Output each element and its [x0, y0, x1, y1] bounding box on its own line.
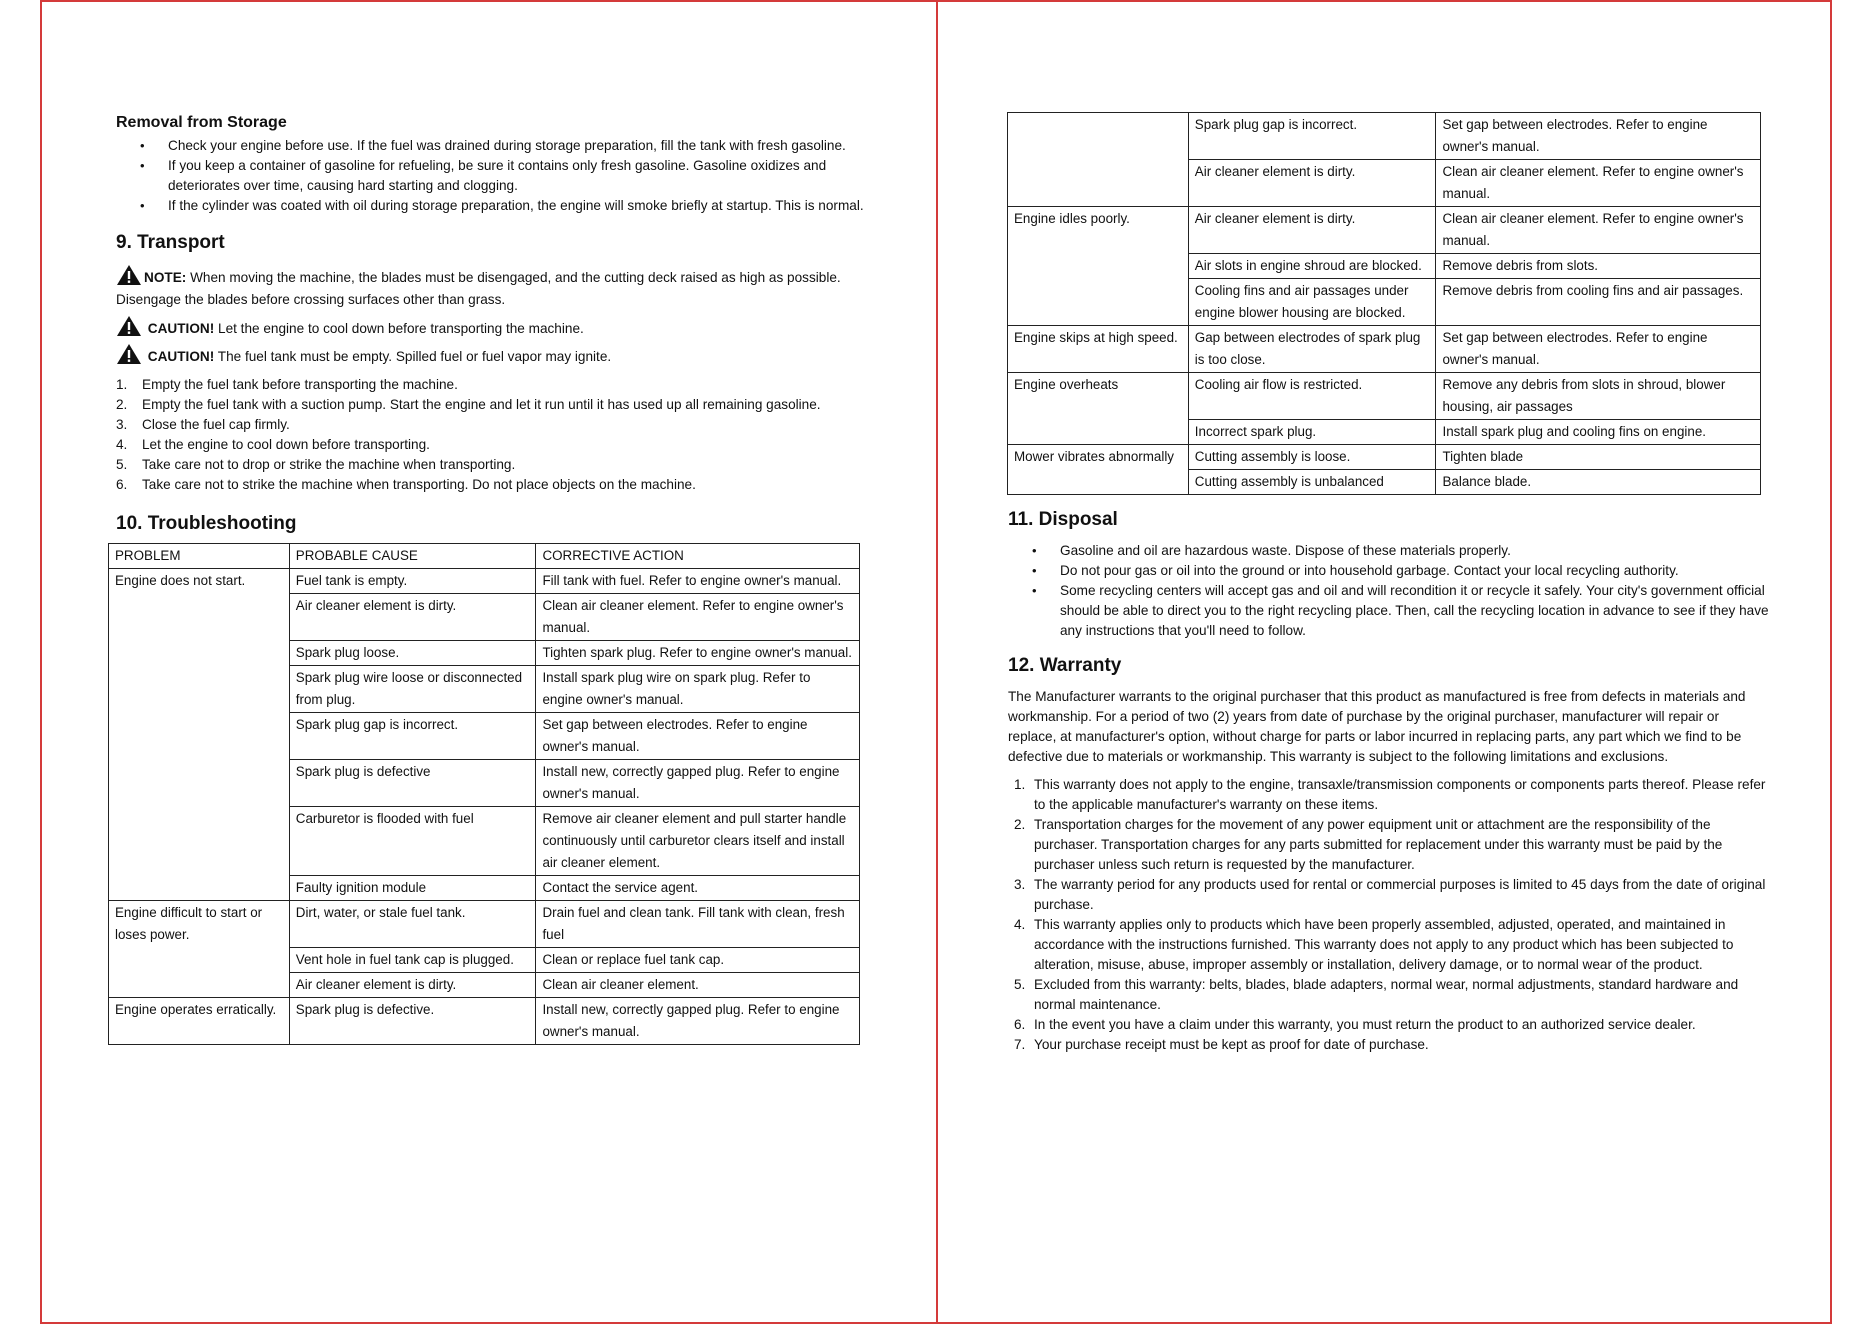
problem-cell: Engine overheats: [1008, 373, 1189, 445]
cause-cell: Air cleaner element is dirty.: [289, 594, 536, 641]
problem-cell: Engine difficult to start or loses power.: [109, 901, 290, 998]
list-item: 4. Let the engine to cool down before transporting.: [116, 437, 430, 452]
problem-cell: Engine idles poorly.: [1008, 207, 1189, 326]
action-cell: Set gap between electrodes. Refer to engine owner's manual.: [1436, 113, 1761, 160]
transport-steps: [116, 375, 866, 495]
action-cell: Balance blade.: [1436, 470, 1761, 495]
frame-right-line: [1830, 0, 1832, 1324]
cause-cell: Air cleaner element is dirty.: [289, 973, 536, 998]
problem-cell: Engine operates erratically.: [109, 998, 290, 1045]
warranty-list: [1008, 775, 1770, 1055]
caution-label: CAUTION!: [147, 349, 215, 364]
action-cell: Clean air cleaner element. Refer to engine owner's manual.: [1436, 207, 1761, 254]
warranty-title: 12. Warranty: [1008, 655, 1122, 676]
cause-cell: Spark plug is defective: [289, 760, 536, 807]
action-cell: Install new, correctly gapped plug. Refer to engine owner's manual.: [536, 760, 860, 807]
action-cell: Fill tank with fuel. Refer to engine owner's manual.: [536, 569, 860, 594]
header-action: CORRECTIVE ACTION: [536, 544, 860, 569]
action-cell: Clean air cleaner element.: [536, 973, 860, 998]
right-page-content: [1008, 112, 1770, 1055]
warning-triangle-icon: [116, 343, 142, 365]
table-row: [109, 998, 860, 1045]
action-cell: Set gap between electrodes. Refer to engine owner's manual.: [1436, 326, 1761, 373]
list-item: 1. This warranty does not apply to the engine, transaxle/transmission components or components parts thereof. Please refer to the applicable manufacturer's warranty on these items.: [1014, 777, 1766, 812]
action-cell: Contact the service agent.: [536, 876, 860, 901]
list-item: 5. Take care not to drop or strike the machine when transporting.: [116, 457, 516, 472]
list-item: • If the cylinder was coated with oil during storage preparation, the engine will smoke briefly at startup. This is normal.: [116, 196, 866, 216]
table-header-row: [109, 544, 860, 569]
list-item: • Some recycling centers will accept gas and oil and will recondition it or recycle it safely. Your city's government official should be able to direct you to the right recycling place. Then, call the recycling location in advance to see if they have any instructions that you'll need to follow.: [1008, 581, 1770, 641]
problem-cell: [1008, 113, 1189, 207]
cause-cell: Cooling air flow is restricted.: [1188, 373, 1436, 420]
cause-cell: Spark plug wire loose or disconnected from plug.: [289, 666, 536, 713]
troubleshooting-table-continued: [1007, 112, 1761, 495]
cause-cell: Cutting assembly is loose.: [1188, 445, 1436, 470]
warning-triangle-icon: [116, 264, 142, 286]
action-cell: Tighten spark plug. Refer to engine owner's manual.: [536, 641, 860, 666]
list-item: • Gasoline and oil are hazardous waste. Dispose of these materials properly.: [1008, 541, 1770, 561]
list-item: • Check your engine before use. If the fuel was drained during storage preparation, fill the tank with fresh gasoline.: [116, 136, 866, 156]
table-row: [1008, 326, 1761, 373]
list-item: 5. Excluded from this warranty: belts, blades, blade adapters, normal wear, normal adjustments, standard hardware and normal maintenance.: [1014, 977, 1739, 1012]
list-item: 2. Empty the fuel tank with a suction pump. Start the engine and let it run until it has used up all remaining gasoline.: [116, 397, 821, 412]
caution-text: The fuel tank must be empty. Spilled fuel or fuel vapor may ignite.: [214, 349, 612, 364]
note-text: When moving the machine, the blades must be disengaged, and the cutting deck raised as high as possible. Disengage the blades before crossing surfaces other than grass.: [116, 270, 841, 307]
list-item: 7. Your purchase receipt must be kept as proof for date of purchase.: [1014, 1037, 1429, 1052]
disposal-bullet-list: [1008, 541, 1770, 641]
list-item: • Do not pour gas or oil into the ground or into household garbage. Contact your local recycling authority.: [1008, 561, 1770, 581]
table-row: [109, 569, 860, 594]
table-row: [1008, 373, 1761, 420]
caution-fuel-empty: [116, 343, 866, 369]
action-cell: Set gap between electrodes. Refer to engine owner's manual.: [536, 713, 860, 760]
cause-cell: Fuel tank is empty.: [289, 569, 536, 594]
action-cell: Remove air cleaner element and pull starter handle continuously until carburetor clears itself and install air cleaner element.: [536, 807, 860, 876]
header-problem: PROBLEM: [109, 544, 290, 569]
action-cell: Clean air cleaner element. Refer to engine owner's manual.: [536, 594, 860, 641]
transport-note: [116, 264, 866, 311]
cause-cell: Gap between electrodes of spark plug is too close.: [1188, 326, 1436, 373]
cause-cell: Air cleaner element is dirty.: [1188, 207, 1436, 254]
action-cell: Remove debris from cooling fins and air passages.: [1436, 279, 1761, 326]
caution-label: CAUTION!: [147, 321, 215, 336]
cause-cell: Carburetor is flooded with fuel: [289, 807, 536, 876]
left-page-content: [116, 114, 866, 1045]
disposal-title: 11. Disposal: [1008, 509, 1118, 530]
frame-left-line: [40, 0, 42, 1324]
cause-cell: Spark plug loose.: [289, 641, 536, 666]
list-item: 3. The warranty period for any products used for rental or commercial purposes is limited to 45 days from the date of original purchase.: [1014, 877, 1766, 912]
left-page: [44, 0, 934, 1324]
warranty-intro: The Manufacturer warrants to the original purchaser that this product as manufactured is free from defects in materials and workmanship. For a period of two (2) years from date of purchase by the original purchaser, manufacturer will repair or replace, at manufacturer's option, without charge for parts or labor incurred in replacing parts, any part which we find to be defective due to materials or workmanship. This warranty is subject to the following limitations and exclusions.: [1008, 689, 1746, 764]
transport-title: 9. Transport: [116, 232, 225, 253]
action-cell: Clean or replace fuel tank cap.: [536, 948, 860, 973]
troubleshooting-title: 10. Troubleshooting: [116, 513, 297, 534]
cause-cell: Air cleaner element is dirty.: [1188, 160, 1436, 207]
action-cell: Clean air cleaner element. Refer to engine owner's manual.: [1436, 160, 1761, 207]
problem-cell: Mower vibrates abnormally: [1008, 445, 1189, 495]
table-row: [109, 901, 860, 948]
action-cell: Install spark plug and cooling fins on engine.: [1436, 420, 1761, 445]
list-item: 1. Empty the fuel tank before transporting the machine.: [116, 377, 458, 392]
cause-cell: Spark plug gap is incorrect.: [289, 713, 536, 760]
list-item: 6. Take care not to strike the machine when transporting. Do not place objects on the machine.: [116, 477, 696, 492]
cause-cell: Cooling fins and air passages under engine blower housing are blocked.: [1188, 279, 1436, 326]
cause-cell: Incorrect spark plug.: [1188, 420, 1436, 445]
list-item: 2. Transportation charges for the movement of any power equipment unit or attachment are the responsibility of the purchaser. Transportation charges for any parts submitted for replacement under this warranty must be paid by the purchaser unless such return is requested by the manufacturer.: [1014, 817, 1723, 872]
problem-cell: Engine skips at high speed.: [1008, 326, 1189, 373]
list-item: • If you keep a container of gasoline for refueling, be sure it contains only fresh gasoline. Gasoline oxidizes and deteriorates over time, causing hard starting and clogging.: [116, 156, 866, 196]
table-row: [1008, 207, 1761, 254]
removal-heading: Removal from Storage: [116, 114, 287, 131]
cause-cell: Dirt, water, or stale fuel tank.: [289, 901, 536, 948]
right-page: [940, 0, 1830, 1324]
cause-cell: Cutting assembly is unbalanced: [1188, 470, 1436, 495]
action-cell: Tighten blade: [1436, 445, 1761, 470]
list-item: 3. Close the fuel cap firmly.: [116, 417, 290, 432]
troubleshooting-table: [108, 543, 860, 1045]
cause-cell: Vent hole in fuel tank cap is plugged.: [289, 948, 536, 973]
action-cell: Install spark plug wire on spark plug. Refer to engine owner's manual.: [536, 666, 860, 713]
cause-cell: Spark plug gap is incorrect.: [1188, 113, 1436, 160]
cause-cell: Faulty ignition module: [289, 876, 536, 901]
removal-bullet-list: [116, 136, 866, 216]
problem-cell: Engine does not start.: [109, 569, 290, 901]
table-row: [1008, 445, 1761, 470]
caution-cool-down: [116, 315, 866, 341]
action-cell: Remove any debris from slots in shroud, blower housing, air passages: [1436, 373, 1761, 420]
action-cell: Drain fuel and clean tank. Fill tank with clean, fresh fuel: [536, 901, 860, 948]
note-label: NOTE:: [144, 270, 187, 285]
list-item: 6. In the event you have a claim under this warranty, you must return the product to an authorized service dealer.: [1014, 1017, 1696, 1032]
header-cause: PROBABLE CAUSE: [289, 544, 536, 569]
action-cell: Remove debris from slots.: [1436, 254, 1761, 279]
table-row: [1008, 113, 1761, 160]
action-cell: Install new, correctly gapped plug. Refer to engine owner's manual.: [536, 998, 860, 1045]
frame-center-line: [936, 0, 938, 1324]
warning-triangle-icon: [116, 315, 142, 337]
cause-cell: Air slots in engine shroud are blocked.: [1188, 254, 1436, 279]
caution-text: Let the engine to cool down before transporting the machine.: [214, 321, 584, 336]
cause-cell: Spark plug is defective.: [289, 998, 536, 1045]
list-item: 4. This warranty applies only to products which have been properly assembled, adjusted, operated, and maintained in accordance with the instructions furnished. This warranty does not apply to any product which has been subjected to alteration, misuse, abuse, improper assembly or installation, delivery damage, or to normal wear of the product.: [1014, 917, 1734, 972]
